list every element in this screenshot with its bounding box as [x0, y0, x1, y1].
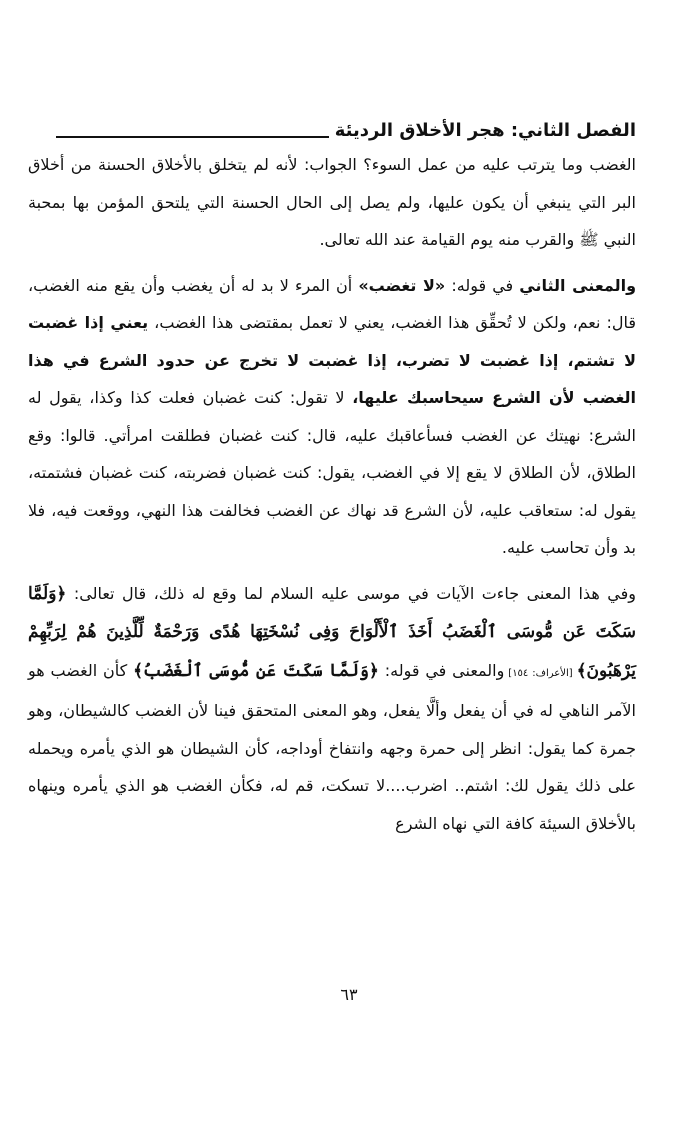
quran-verse-1: ﴿وَلَمَّا سَكَتَ عَن مُّوسَى ٱلْغَضَبُ أَخَذَ ٱلْأَلْوَاحَ وَفِى نُسْخَتِهَا هُدًى وَرَحْمَةٌ لِّلَّذِينَ هُمْ لِرَبِّهِمْ يَرْهَبُونَ﴾ — [28, 583, 636, 681]
paragraph-2-emphasis: يعني إذا غضبت لا تشتم، إذا غضبت لا تضرب، إذا غضبت لا تخرج عن حدود الشرع في هذا الغضب لأن الشرع سيحاسبك عليها، — [28, 313, 637, 407]
hadith-quote: «لا تغضب» — [358, 275, 446, 295]
paragraph-2-text-3: لا تقول: كنت غضبان فعلت كذا وكذا، يقول له الشرع: نهيتك عن الغضب فسأعاقبك عليه، قال: كنت غضبان فطلقت امرأتي. قالوا: وقع الطلاق، لأن الطلاق لا يقع إلا في الغضب، يقول: كنت غضبان فضربته، كنت غضبان فشتمته، يقول له: ستعاقب عليه، لأن الشرع قد نهاك عن الغضب فخالفت هذا النهي، ووقعت فيه، فلا بد وأن تحاسب عليه. — [28, 388, 636, 557]
verse-reference: [الأعراف: ١٥٤] — [504, 667, 577, 679]
paragraph-1: الغضب وما يترتب عليه من عمل السوء؟ الجواب: لأنه لم يتخلق بالأخلاق الحسنة من أخلاق البر التي ينبغي أن يكون عليها، ولم يصل إلى الحال الحسنة التي يلتحق المؤمن بها بمحبة النبي ﷺ والقرب منه يوم القيامة عند الله تعالى. — [28, 155, 636, 249]
chapter-title: الفصل الثاني: هجر الأخلاق الرديئة — [334, 120, 636, 141]
paragraph-2 — [28, 267, 636, 567]
header-rule — [56, 136, 329, 138]
body-text — [28, 146, 636, 842]
paragraph-2-text-2: أن المرء لا بد له أن يغضب وأن يقع منه الغضب، قال: نعم، ولكن لا تُحقِّق هذا الغضب، يعني لا تعمل بمقتضى هذا الغضب، — [28, 275, 637, 332]
paragraph-3 — [28, 575, 636, 843]
running-header — [56, 112, 636, 142]
quran-verse-2: ﴿وَلَمَّا سَكَتَ عَن مُّوسَى ٱلْغَضَبُ﴾ — [133, 660, 379, 681]
page-number: ٦٣ — [340, 985, 358, 1004]
paragraph-3-text-1: وفي هذا المعنى جاءت الآيات في موسى عليه السلام لما وقع له ذلك، قال تعالى: — [66, 583, 636, 603]
paragraph-2-text-1: في قوله: — [445, 275, 520, 295]
paragraph-3-text-2: والمعنى في قوله: — [378, 660, 505, 680]
paragraph-3-text-3: كأن الغضب هو الآمر الناهي له في أن يفعل وألَّا يفعل، وهو المعنى المتحقق فينا لأن الغضب كالشيطان، وهو جمرة كما يقول: انظر إلى حمرة وجهه وانتفاخ أوداجه، كأن الشيطان هو الذي يأمره ويحمله على ذلك يقول لك: اشتم.. اضرب....لا تسكت، قم له، فكأن الغضب هو الذي يأمره وينهاه بالأخلاق السيئة كافة التي نهاه الشرع — [28, 660, 636, 833]
paragraph-2-lead: والمعنى الثاني — [519, 275, 637, 295]
